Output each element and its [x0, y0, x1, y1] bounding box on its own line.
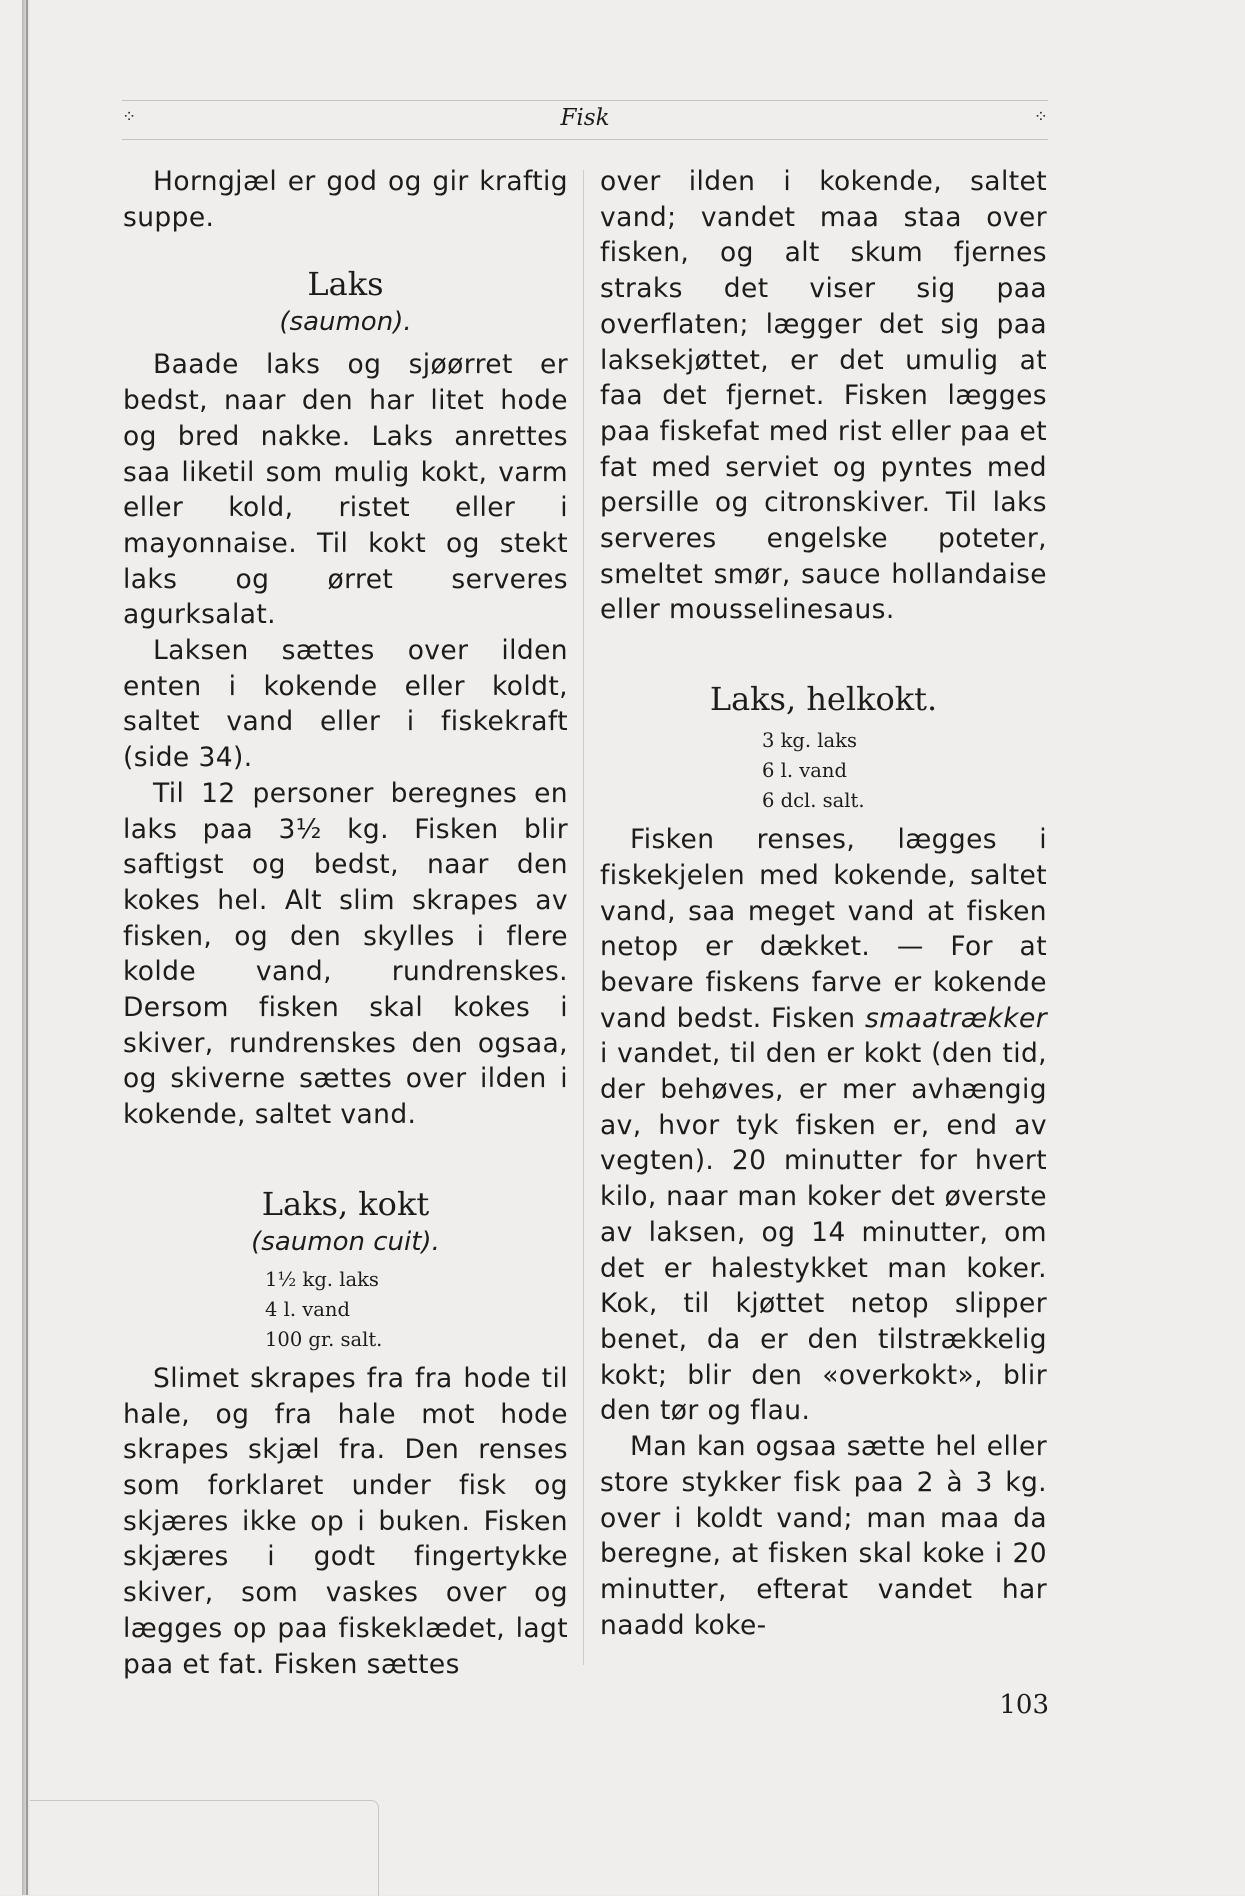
page-number: 103: [999, 1690, 1049, 1720]
helkokt-text-start: Fisken renses, lægges i fiskekjelen med kokende, saltet vand, saa meget vand at fisken netop er dækket. — For at bevare fiskens farve er kokende vand bedst. Fisken: [600, 824, 1047, 1034]
helkokt-text-end: i vandet, til den er kokt (den tid, der behøves, er mer avhængig av, hvor tyk fisken er, end av vegten). 20 minutter for hvert kilo, naar man koker det øverste av laksen, og 14 minutter, om det er halestykket man koker. Kok, til kjøttet netop slipper benet, da er den tilstrækkelig kokt; blir den «overkokt», blir den tør og flau.: [600, 1038, 1047, 1427]
running-header: [122, 100, 1048, 140]
laks-paragraph-3: Til 12 personer beregnes en laks paa 3½ kg. Fisken blir saftigst og bedst, naar den kokes hel. Alt slim skrapes av fisken, og den skylles i flere kolde vand, rundrenskes. Dersom fisken skal kokes i skiver, rundrenskes den ogsaa, og skiverne sættes over ilden i kokende, saltet vand.: [123, 777, 568, 1131]
ingredient-item: 4 l. vand: [265, 1297, 350, 1321]
right-column: [600, 164, 1047, 1643]
ingredient-item: 100 gr. salt.: [265, 1327, 383, 1351]
ingredient-item: 6 l. vand: [762, 759, 847, 783]
ingredient-item: 3 kg. laks: [762, 729, 857, 753]
book-spine-line: [26, 0, 28, 1895]
helkokt-paragraph-2: Man kan ogsaa sætte hel eller store stykker fisk paa 2 à 3 kg. over i koldt vand; man maa da beregne, at fisken skal koke i 20 minutter, efterat vandet har naadd koke-: [600, 1431, 1047, 1641]
laks-kokt-paragraph: Slimet skrapes fra fra hode til hale, og fra hale mot hode skrapes skjæl fra. Den renses som forklaret under fisk og skjæres ikke op i buken. Fisken skjæres i godt fingertykke skiver, som vaskes over og lægges op paa fiskeklædet, lagt paa et fat. Fisken sættes: [123, 1362, 568, 1680]
ingredient-item: 1½ kg. laks: [265, 1267, 379, 1291]
section-title-laks-kokt: Laks, kokt: [261, 1184, 430, 1223]
section-title-laks: Laks: [307, 265, 384, 304]
ornament-right-icon: ⁘: [1033, 107, 1048, 127]
left-column: [123, 164, 568, 1682]
section-title-laks-helkokt: Laks, helkokt.: [709, 680, 938, 719]
section-subtitle-laks-kokt: (saumon cuit).: [251, 1226, 440, 1257]
ornament-left-icon: ⁘: [122, 107, 137, 127]
laks-paragraph-2: Laksen sættes over ilden enten i kokende eller koldt, saltet vand eller i fiskekraft (side 34).: [123, 635, 568, 774]
section-subtitle-laks: (saumon).: [279, 307, 412, 338]
ingredient-list-kokt: [123, 1265, 568, 1355]
ingredient-item: 6 dcl. salt.: [762, 789, 865, 813]
intro-paragraph: Horngjæl er god og gir kraftig suppe.: [123, 166, 568, 233]
helkokt-paragraph-1: [600, 822, 1047, 1429]
running-header-title: Fisk: [560, 105, 610, 131]
ingredient-list-helkokt: [600, 726, 1047, 816]
laks-paragraph-1: Baade laks og sjøørret er bedst, naar den har litet hode og bred nakke. Laks anrettes saa liketil som mulig kokt, varm eller kold, ristet eller i mayonnaise. Til kokt og stekt laks og ørret serveres agurksalat.: [123, 349, 568, 631]
column-divider: [583, 170, 584, 1665]
continued-paragraph: over ilden i kokende, saltet vand; vandet maa staa over fisken, og alt skum fjernes straks det viser sig paa overflaten; lægger det sig paa laksekjøttet, er det umulig at faa det fjernet. Fisken lægges paa fiskefat med rist eller paa et fat med serviet og pyntes med persille og citronskiver. Til laks serveres engelske poteter, smeltet smør, sauce hollandaise eller mousselinesaus.: [600, 166, 1047, 626]
helkokt-emphasis: smaatrækker: [864, 1002, 1047, 1034]
page-edge-mark: [30, 1800, 379, 1896]
